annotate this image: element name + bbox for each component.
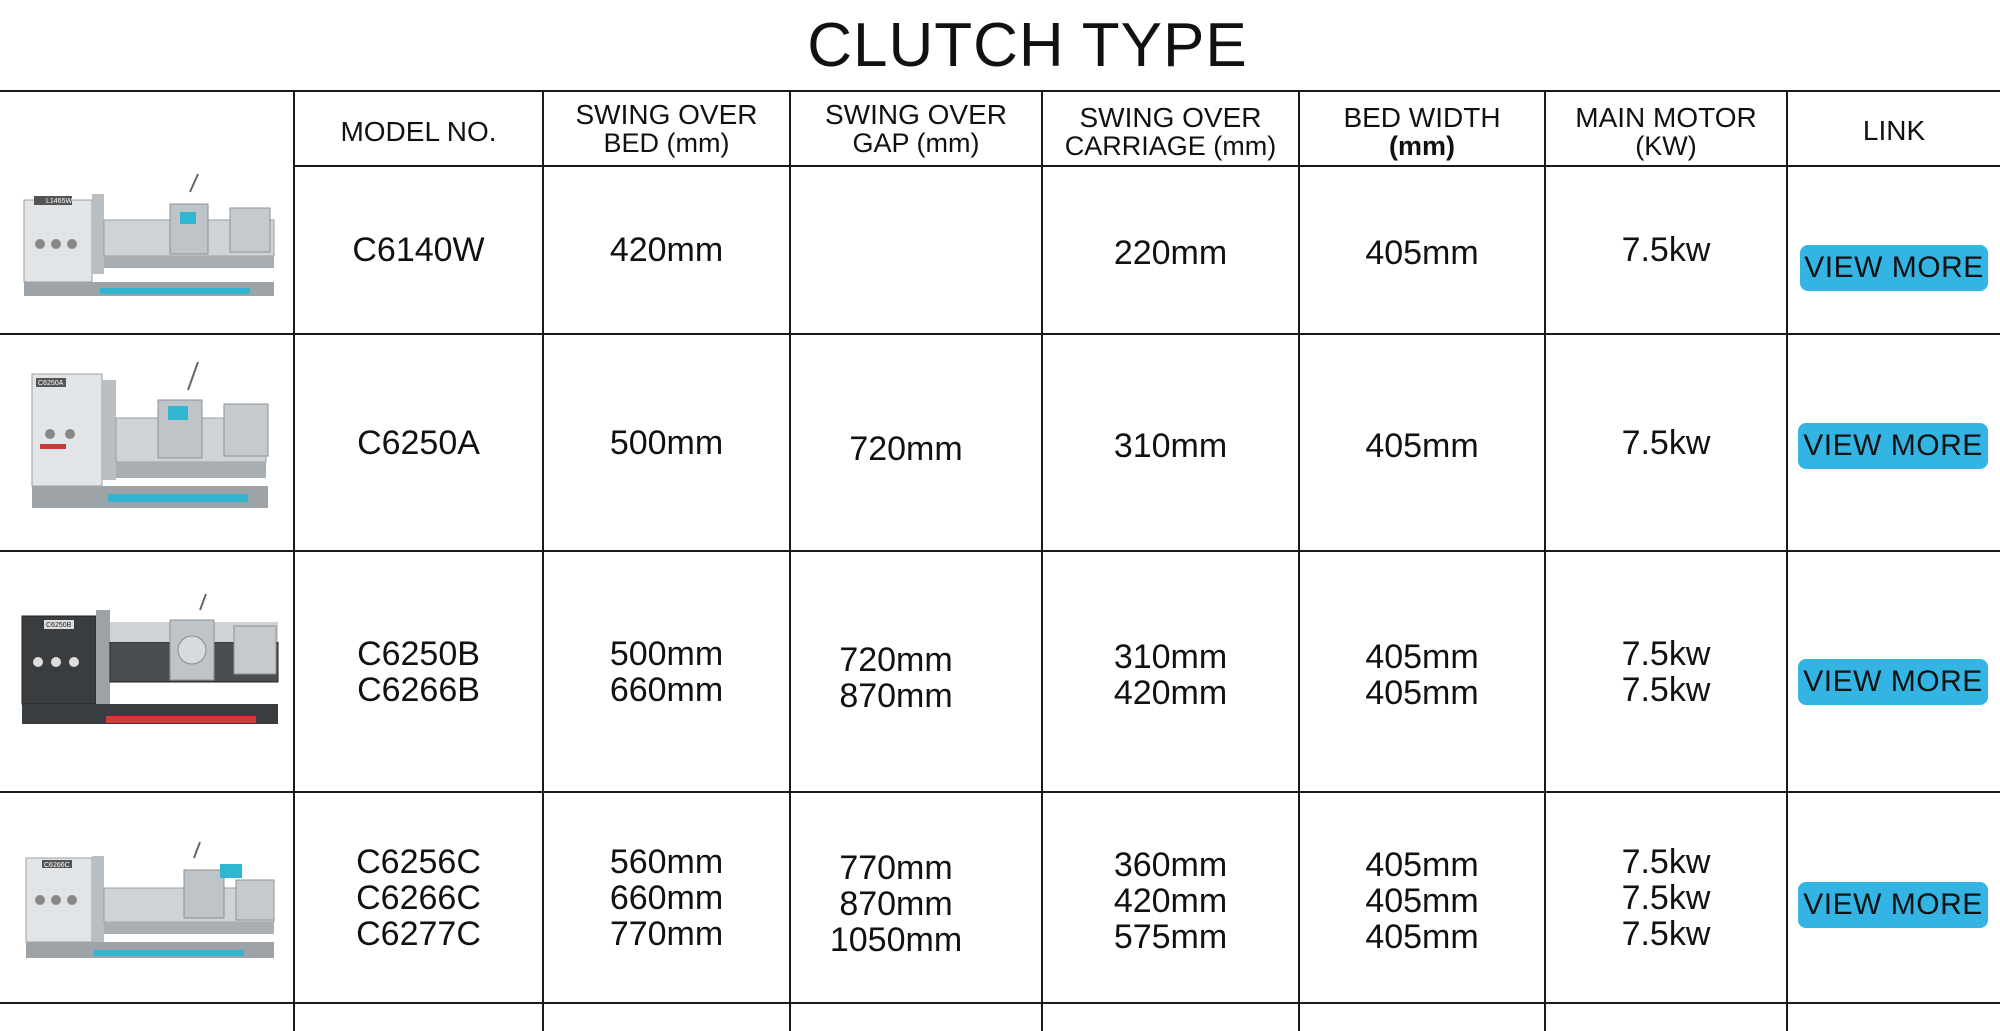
header-swing-gap-line1: SWING OVER — [824, 98, 1007, 130]
column-divider — [1786, 90, 1788, 1031]
main-motor-value: 7.5kw — [1621, 878, 1711, 917]
swing-bed-value: 500mm — [609, 423, 724, 462]
lathe-image-c6140w — [20, 172, 280, 307]
swing-carriage-value: 420mm — [1113, 881, 1228, 920]
row1-main-motor — [1546, 167, 1786, 333]
header-model-label: MODEL NO. — [340, 115, 497, 147]
header-link-label: LINK — [1862, 114, 1926, 146]
swing-gap-value: 720mm — [849, 429, 963, 468]
lathe-model-plate: C6266C — [44, 862, 70, 869]
row3-model — [295, 552, 542, 791]
row3-swing-carriage — [1043, 555, 1298, 794]
header-swing-carriage — [1043, 92, 1298, 165]
row3-bed-width — [1300, 555, 1544, 794]
row2-main-motor — [1546, 335, 1786, 550]
swing-gap-value: 720mm — [839, 640, 953, 679]
row1-swing-gap — [791, 167, 1041, 333]
lathe-model-plate: C6250B — [46, 622, 72, 629]
model-number: C6266C — [356, 878, 481, 917]
swing-bed-value: 420mm — [609, 231, 724, 269]
header-swing-bed-line1: SWING OVER — [575, 98, 758, 130]
swing-bed-value: 660mm — [609, 670, 724, 709]
swing-gap-value: 1050mm — [829, 920, 963, 959]
swing-bed-value: 500mm — [609, 634, 724, 673]
page-title: CLUTCH TYPE — [807, 11, 1248, 80]
header-main-motor-line2: (KW) — [1635, 130, 1697, 161]
swing-bed-value: 560mm — [609, 842, 724, 881]
swing-carriage-value: 360mm — [1113, 845, 1228, 884]
header-main-motor — [1546, 92, 1786, 165]
swing-gap-value: 870mm — [839, 676, 953, 715]
header-swing-bed-line2: BED (mm) — [603, 127, 730, 158]
row1-model — [295, 167, 542, 333]
view-more-button[interactable]: VIEW MORE — [1800, 245, 1988, 291]
row1-swing-bed — [544, 167, 789, 333]
main-motor-value: 7.5kw — [1621, 231, 1711, 269]
main-motor-value: 7.5kw — [1621, 670, 1711, 709]
row4-model — [295, 793, 542, 1002]
lathe-image-c6250b — [20, 592, 282, 736]
bed-width-value: 405mm — [1365, 845, 1479, 884]
model-number: C6250A — [357, 423, 480, 462]
model-number: C6266B — [357, 670, 480, 709]
row3-swing-gap — [771, 558, 1021, 797]
header-bed-width-line1: BED WIDTH — [1343, 101, 1501, 133]
header-swing-carriage-line2: CARRIAGE (mm) — [1064, 130, 1277, 161]
header-model — [295, 92, 542, 165]
row4-swing-gap — [771, 799, 1021, 1008]
header-bed-width-line2: (mm) — [1389, 130, 1455, 161]
swing-carriage-value: 575mm — [1113, 917, 1228, 956]
row3-main-motor — [1546, 552, 1786, 791]
bed-width-value: 405mm — [1365, 881, 1479, 920]
model-number: C6256C — [356, 842, 481, 881]
row4-main-motor — [1546, 793, 1786, 1002]
swing-carriage-value: 420mm — [1113, 673, 1228, 712]
row2-swing-bed — [544, 335, 789, 550]
lathe-image-c6266c — [24, 842, 280, 966]
lathe-model-plate: C6250A — [38, 380, 64, 387]
row2-swing-carriage — [1043, 338, 1298, 553]
view-more-button[interactable]: VIEW MORE — [1798, 882, 1988, 928]
main-motor-value: 7.5kw — [1621, 634, 1711, 673]
row2-model — [295, 335, 542, 550]
bed-width-value: 405mm — [1365, 426, 1479, 465]
lathe-model-plate: L1465W — [46, 198, 73, 205]
swing-bed-value: 770mm — [609, 914, 724, 953]
bed-width-value: 405mm — [1365, 673, 1479, 712]
swing-carriage-value: 310mm — [1113, 637, 1228, 676]
row1-bed-width — [1300, 170, 1544, 336]
swing-carriage-value: 220mm — [1113, 234, 1228, 272]
view-more-button[interactable]: VIEW MORE — [1798, 423, 1988, 469]
header-swing-gap — [791, 92, 1041, 165]
row4-swing-carriage — [1043, 796, 1298, 1005]
swing-bed-value: 660mm — [609, 878, 724, 917]
swing-carriage-value: 310mm — [1113, 426, 1228, 465]
row1-swing-carriage — [1043, 170, 1298, 336]
main-motor-value: 7.5kw — [1621, 842, 1711, 881]
header-swing-carriage-line1: SWING OVER — [1079, 101, 1262, 133]
swing-gap-value: 870mm — [839, 884, 953, 923]
row4-swing-bed — [544, 793, 789, 1002]
bed-width-value: 405mm — [1365, 917, 1479, 956]
model-number: C6140W — [352, 231, 485, 269]
view-more-button[interactable]: VIEW MORE — [1798, 659, 1988, 705]
main-motor-value: 7.5kw — [1621, 914, 1711, 953]
row3-swing-bed — [544, 552, 789, 791]
model-number: C6250B — [357, 634, 480, 673]
header-swing-gap-line2: GAP (mm) — [852, 127, 980, 158]
header-swing-bed — [544, 92, 789, 165]
header-bed-width — [1300, 92, 1544, 165]
bed-width-value: 405mm — [1365, 637, 1479, 676]
header-link — [1788, 92, 2000, 165]
swing-gap-value: 770mm — [839, 848, 953, 887]
model-number: C6277C — [356, 914, 481, 953]
row2-bed-width — [1300, 338, 1544, 553]
row2-swing-gap — [791, 341, 1041, 556]
row4-bed-width — [1300, 796, 1544, 1005]
main-motor-value: 7.5kw — [1621, 423, 1711, 462]
bed-width-value: 405mm — [1365, 234, 1479, 272]
lathe-image-c6250a — [28, 360, 278, 522]
header-main-motor-line1: MAIN MOTOR — [1575, 101, 1757, 133]
